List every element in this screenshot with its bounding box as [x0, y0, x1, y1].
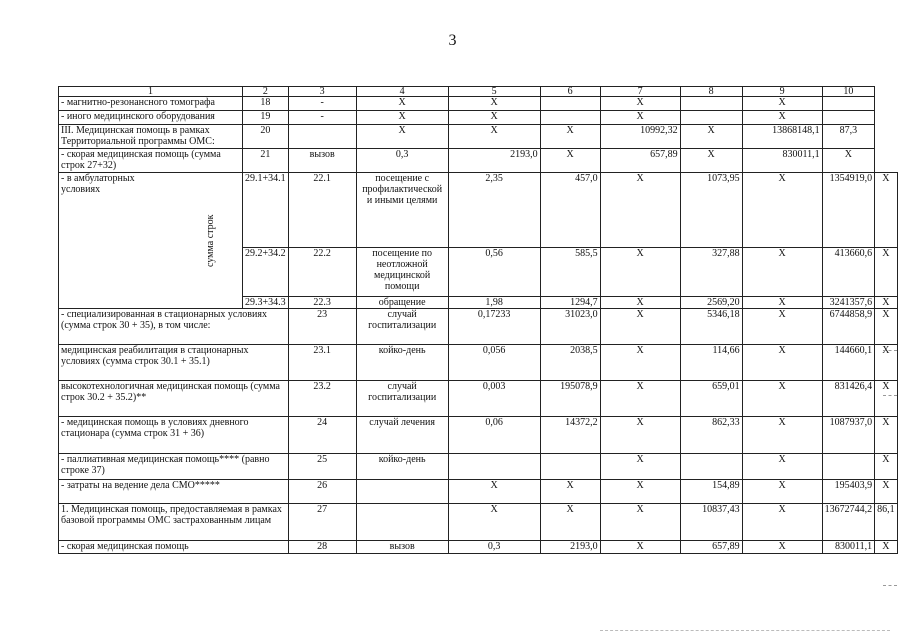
value-cell: X — [875, 541, 898, 554]
value-cell — [540, 97, 600, 111]
value-cell: 2193,0 — [540, 541, 600, 554]
unit-cell: случай госпитализации — [356, 309, 448, 345]
value-cell: X — [600, 309, 680, 345]
sum-formula: 29.3+34.3 — [243, 297, 289, 309]
value-cell: X — [742, 480, 822, 504]
line-number: 24 — [288, 417, 356, 454]
value-cell: X — [742, 345, 822, 381]
value-cell: X — [448, 480, 540, 504]
value-cell — [822, 454, 875, 480]
unit-cell: вызов — [288, 149, 356, 173]
header-cell: 3 — [288, 87, 356, 97]
line-number: 25 — [288, 454, 356, 480]
value-cell: X — [600, 111, 680, 125]
unit-cell — [356, 504, 448, 541]
row-name: медицинская реабилитация в стационарных условиях (сумма строк 30.1 + 35.1) — [59, 345, 289, 381]
line-number: 19 — [243, 111, 289, 125]
table-row — [59, 345, 898, 381]
unit-cell: койко-день — [356, 345, 448, 381]
value-cell: X — [600, 345, 680, 381]
value-cell: X — [356, 111, 448, 125]
line-number: 26 — [288, 480, 356, 504]
value-cell: 10992,32 — [600, 125, 680, 149]
header-cell: 8 — [680, 87, 742, 97]
value-cell: X — [448, 97, 540, 111]
value-cell: 0,3 — [356, 149, 448, 173]
value-cell: 3241357,6 — [822, 297, 875, 309]
value-cell: X — [875, 309, 898, 345]
line-number: 27 — [288, 504, 356, 541]
header-row — [59, 87, 898, 97]
unit-cell: посещение по неотложной медицинской помощи — [356, 248, 448, 297]
value-cell: 657,89 — [600, 149, 680, 173]
value-cell: X — [540, 504, 600, 541]
value-cell: 10837,43 — [680, 504, 742, 541]
line-number: 23.1 — [288, 345, 356, 381]
value-cell: X — [600, 417, 680, 454]
value-cell: 2038,5 — [540, 345, 600, 381]
row-name: - затраты на ведение дела СМО***** — [59, 480, 289, 504]
value-cell: X — [875, 248, 898, 297]
value-cell: 0,056 — [448, 345, 540, 381]
row-name: - скорая медицинская помощь — [59, 541, 289, 554]
table-row — [59, 309, 898, 345]
value-cell: X — [742, 541, 822, 554]
value-cell: X — [448, 111, 540, 125]
line-number: 21 — [243, 149, 289, 173]
value-cell: X — [875, 381, 898, 417]
value-cell: 14372,2 — [540, 417, 600, 454]
value-cell: 830011,1 — [742, 149, 822, 173]
page-number: 3 — [448, 32, 457, 49]
header-cell: 1 — [59, 87, 243, 97]
table-row — [59, 541, 898, 554]
line-number: 22.3 — [288, 297, 356, 309]
table-row — [59, 417, 898, 454]
value-cell: X — [600, 480, 680, 504]
header-cell: 2 — [243, 87, 289, 97]
table-row — [59, 173, 898, 248]
value-cell — [540, 111, 600, 125]
unit-cell: - — [288, 97, 356, 111]
table-row — [59, 149, 898, 173]
header-cell: 9 — [742, 87, 822, 97]
value-cell: 831426,4 — [822, 381, 875, 417]
value-cell: X — [875, 345, 898, 381]
value-cell: X — [600, 97, 680, 111]
unit-cell: вызов — [356, 541, 448, 554]
value-cell: X — [742, 111, 822, 125]
value-cell: X — [680, 149, 742, 173]
value-cell: 0,06 — [448, 417, 540, 454]
value-cell: X — [600, 454, 680, 480]
value-cell: X — [600, 173, 680, 248]
header-cell: 7 — [600, 87, 680, 97]
value-cell: 1,98 — [448, 297, 540, 309]
value-cell: 327,88 — [680, 248, 742, 297]
table-row — [59, 97, 898, 111]
sum-formula: 29.1+34.1 — [243, 173, 289, 248]
value-cell: 457,0 — [540, 173, 600, 248]
value-cell: 5346,18 — [680, 309, 742, 345]
unit-cell: посещение с профилактической и иными целями — [356, 173, 448, 248]
value-cell: X — [540, 125, 600, 149]
ambulatory-label: - в амбулаторных условиях — [59, 173, 177, 309]
value-cell: 2,35 — [448, 173, 540, 248]
row-name: - медицинская помощь в условиях дневного стационара (сумма строк 31 + 36) — [59, 417, 289, 454]
value-cell: X — [600, 504, 680, 541]
value-cell: X — [742, 309, 822, 345]
value-cell: 0,56 — [448, 248, 540, 297]
row-name: III. Медицинская помощь в рамках Территориальной программы ОМС: — [59, 125, 243, 149]
row-name: - специализированная в стационарных условиях (сумма строк 30 + 35), в том числе: — [59, 309, 289, 345]
value-cell: 0,17233 — [448, 309, 540, 345]
unit-cell: - — [288, 111, 356, 125]
value-cell: 154,89 — [680, 480, 742, 504]
unit-cell: случай лечения — [356, 417, 448, 454]
unit-cell: обращение — [356, 297, 448, 309]
value-cell: X — [875, 480, 898, 504]
value-cell: X — [742, 417, 822, 454]
value-cell: X — [742, 173, 822, 248]
value-cell: 0,003 — [448, 381, 540, 417]
value-cell: 1294,7 — [540, 297, 600, 309]
sum-formula: 29.2+34.2 — [243, 248, 289, 297]
line-number: 22.1 — [288, 173, 356, 248]
value-cell: X — [742, 297, 822, 309]
value-cell — [680, 111, 742, 125]
value-cell: 830011,1 — [822, 541, 875, 554]
value-cell: 13672744,2 — [822, 504, 875, 541]
value-cell: 659,01 — [680, 381, 742, 417]
row-name: - скорая медицинская помощь (сумма строк 27+32) — [59, 149, 243, 173]
value-cell: X — [742, 504, 822, 541]
value-cell: X — [540, 149, 600, 173]
header-cell: 10 — [822, 87, 875, 97]
table-row — [59, 111, 898, 125]
line-number: 23 — [288, 309, 356, 345]
value-cell: 195078,9 — [540, 381, 600, 417]
row-name: - магнитно-резонансного томографа — [59, 97, 243, 111]
value-cell: X — [742, 248, 822, 297]
value-cell: 1073,95 — [680, 173, 742, 248]
value-cell: X — [875, 297, 898, 309]
value-cell: 86,1 — [875, 504, 898, 541]
scan-artifact-line — [600, 630, 890, 631]
row-name: 1. Медицинская помощь, предоставляемая в рамках базовой программы ОМС застрахованным лицам — [59, 504, 289, 541]
value-cell: 195403,9 — [822, 480, 875, 504]
value-cell: 13868148,1 — [742, 125, 822, 149]
value-cell: 144660,1 — [822, 345, 875, 381]
table-row — [59, 381, 898, 417]
financing-table — [58, 86, 898, 554]
value-cell: X — [448, 125, 540, 149]
row-name: - паллиативная медицинская помощь**** (равно строке 37) — [59, 454, 289, 480]
value-cell — [680, 454, 742, 480]
unit-cell — [288, 125, 356, 149]
margin-mark — [883, 350, 897, 351]
margin-mark — [883, 585, 897, 586]
unit-cell — [356, 480, 448, 504]
row-name: высокотехнологичная медицинская помощь (сумма строк 30.2 + 35.2)** — [59, 381, 289, 417]
table-row — [59, 504, 898, 541]
value-cell: 87,3 — [822, 125, 875, 149]
value-cell: X — [742, 381, 822, 417]
margin-mark — [883, 395, 897, 396]
value-cell: X — [822, 149, 875, 173]
line-number: 28 — [288, 541, 356, 554]
value-cell: 31023,0 — [540, 309, 600, 345]
header-cell: 5 — [448, 87, 540, 97]
header-cell: 4 — [356, 87, 448, 97]
value-cell: X — [875, 417, 898, 454]
value-cell: X — [356, 97, 448, 111]
value-cell: X — [356, 125, 448, 149]
value-cell: X — [600, 381, 680, 417]
value-cell: 413660,6 — [822, 248, 875, 297]
row-name: - иного медицинского оборудования — [59, 111, 243, 125]
value-cell: X — [875, 454, 898, 480]
value-cell: 1354919,0 — [822, 173, 875, 248]
value-cell — [680, 97, 742, 111]
value-cell: 657,89 — [680, 541, 742, 554]
value-cell: X — [680, 125, 742, 149]
value-cell — [448, 454, 540, 480]
table-row — [59, 454, 898, 480]
table-row — [59, 480, 898, 504]
value-cell: 1087937,0 — [822, 417, 875, 454]
value-cell: X — [742, 97, 822, 111]
value-cell: X — [742, 454, 822, 480]
value-cell: X — [448, 504, 540, 541]
value-cell — [822, 97, 875, 111]
value-cell: X — [600, 248, 680, 297]
unit-cell: койко-день — [356, 454, 448, 480]
value-cell: 0,3 — [448, 541, 540, 554]
table-row — [59, 125, 898, 149]
line-number: 22.2 — [288, 248, 356, 297]
value-cell: 585,5 — [540, 248, 600, 297]
rotated-sum-label: сумма строк — [177, 173, 243, 309]
value-cell: 6744858,9 — [822, 309, 875, 345]
line-number: 20 — [243, 125, 289, 149]
value-cell: X — [540, 480, 600, 504]
line-number: 23.2 — [288, 381, 356, 417]
value-cell: 2193,0 — [448, 149, 540, 173]
header-cell: 6 — [540, 87, 600, 97]
value-cell: 114,66 — [680, 345, 742, 381]
value-cell — [822, 111, 875, 125]
value-cell: 2569,20 — [680, 297, 742, 309]
unit-cell: случай госпитализации — [356, 381, 448, 417]
value-cell: 862,33 — [680, 417, 742, 454]
value-cell: X — [600, 541, 680, 554]
line-number: 18 — [243, 97, 289, 111]
value-cell: X — [875, 173, 898, 248]
value-cell: X — [600, 297, 680, 309]
value-cell — [540, 454, 600, 480]
